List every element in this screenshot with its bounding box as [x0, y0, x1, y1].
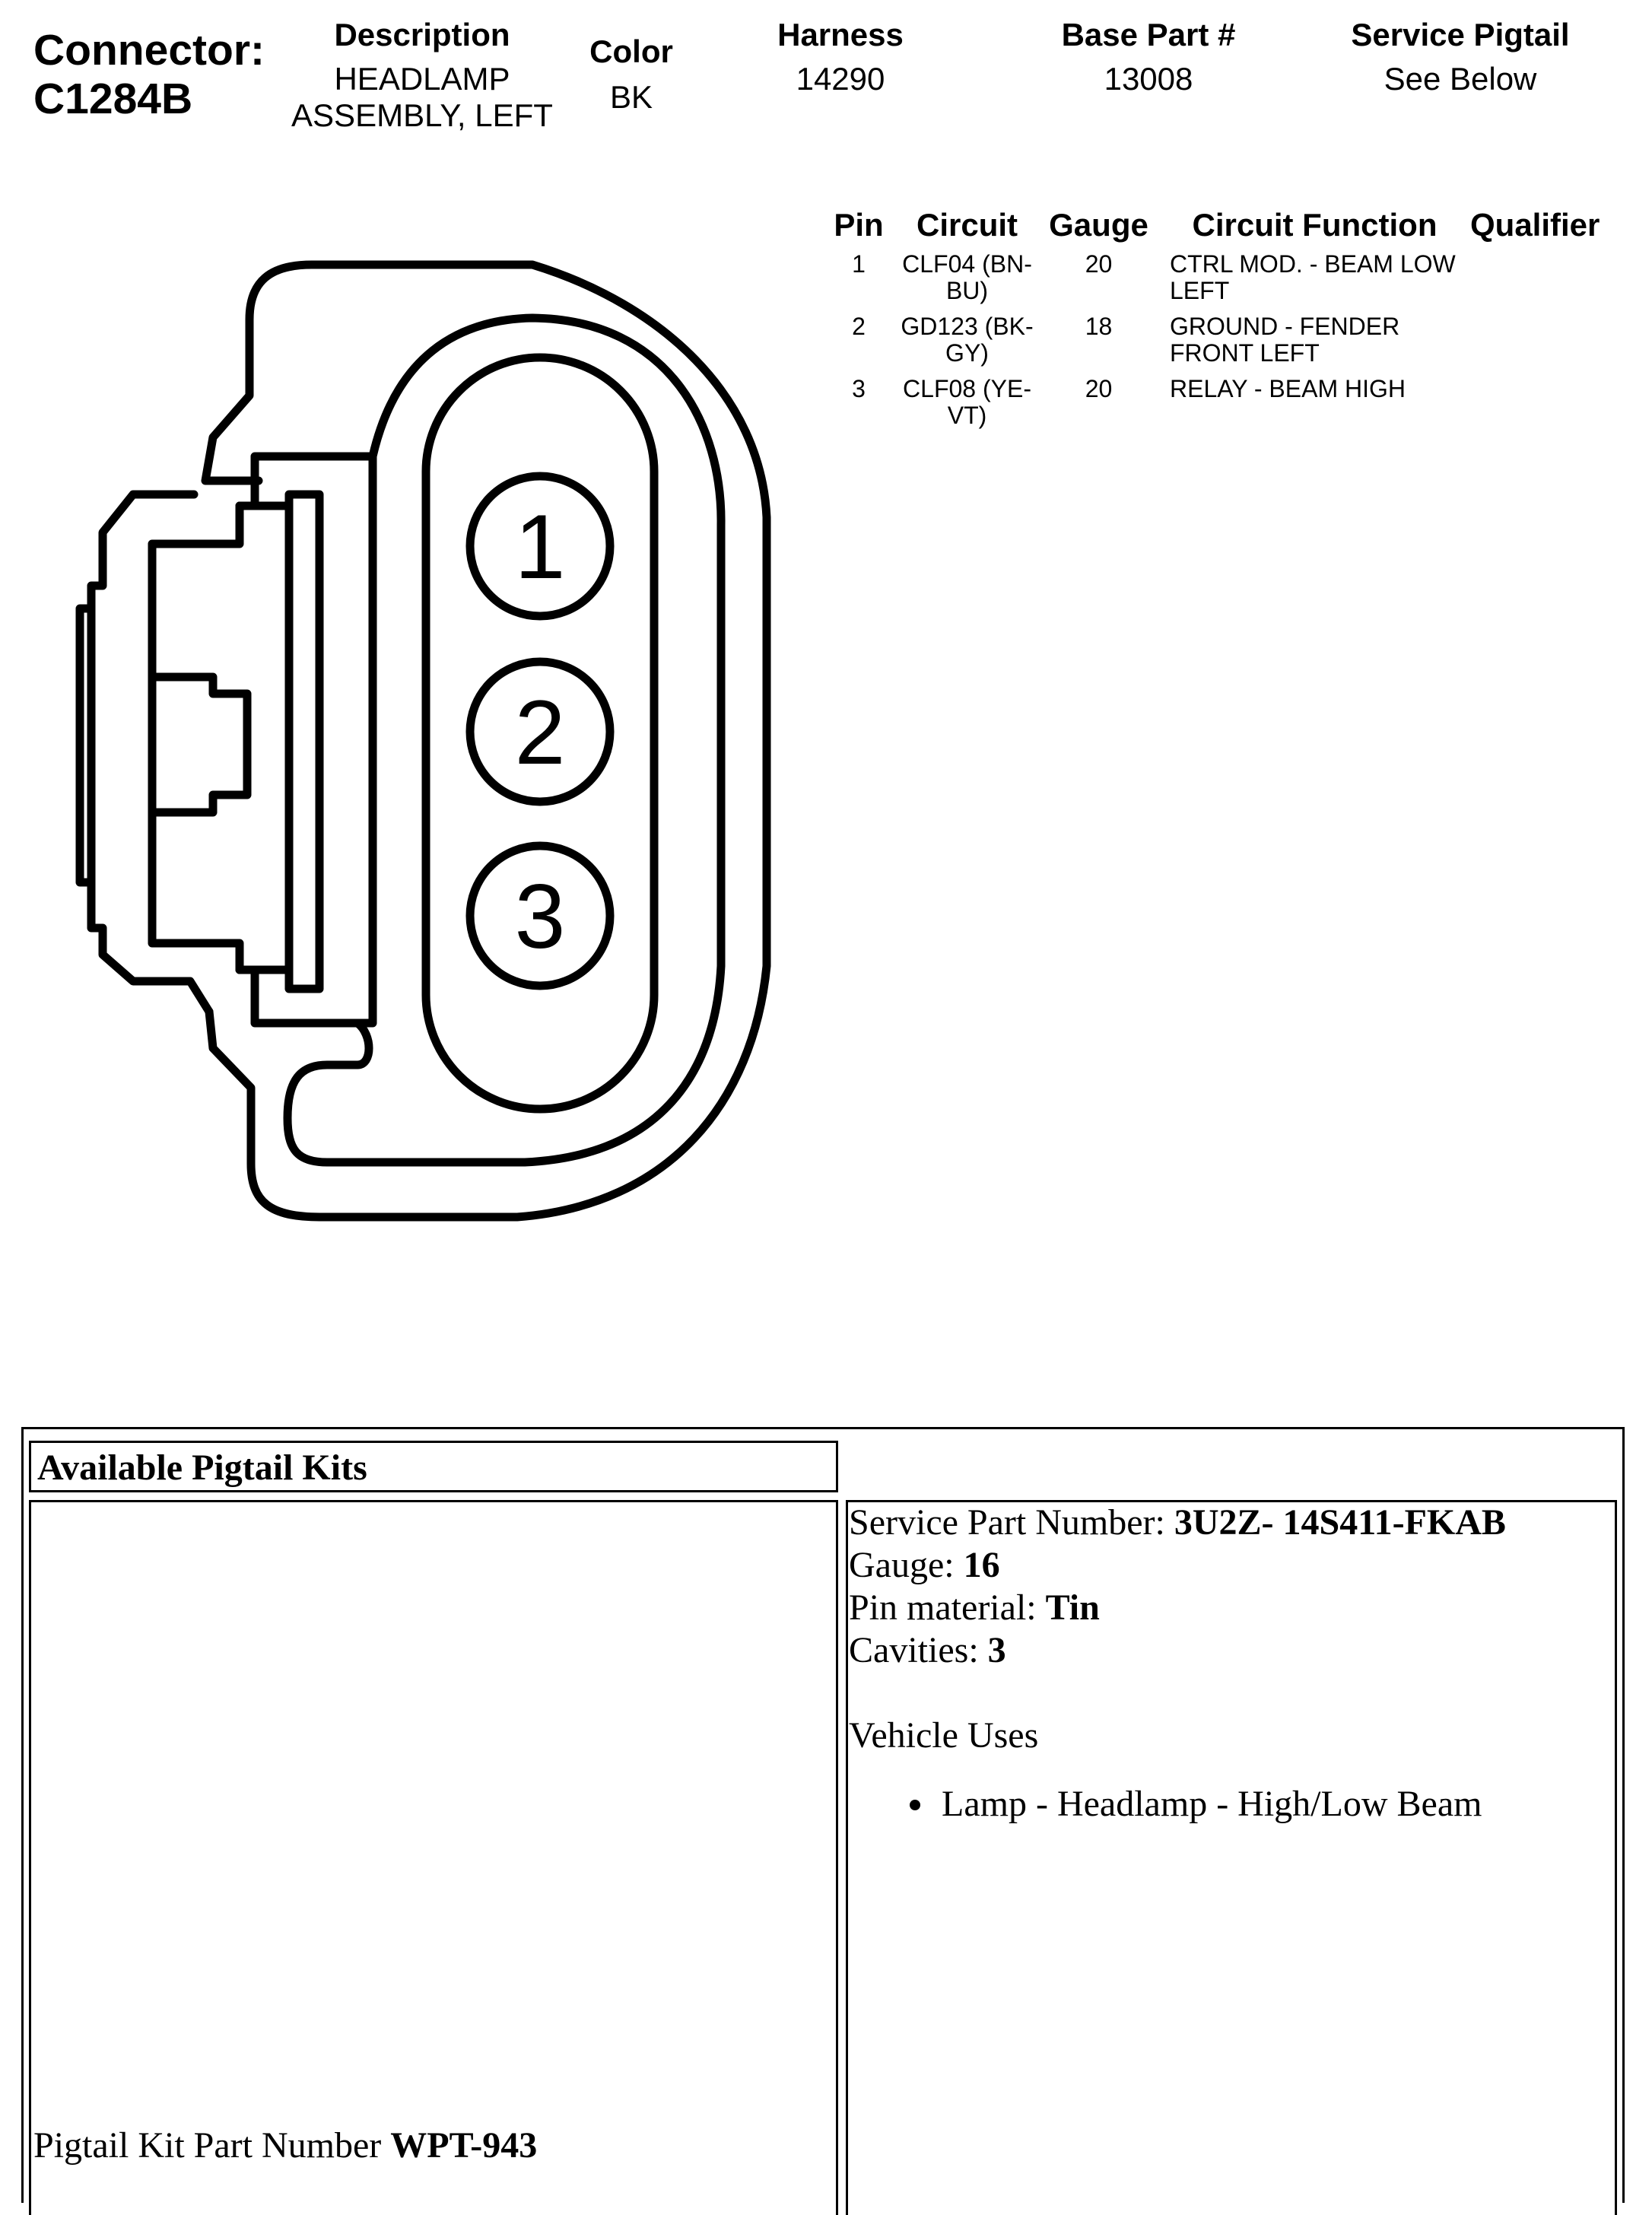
description-column	[281, 17, 563, 134]
service-pigtail-value: See Below	[1384, 61, 1537, 97]
cell-pin: 2	[852, 313, 866, 340]
cell-circuit	[896, 376, 1038, 438]
vehicle-use-item: Lamp - Headlamp - High/Low Beam	[942, 1784, 1482, 1824]
cell-pin: 1	[852, 250, 866, 278]
pigtail-gauge-label: Gauge:	[849, 1545, 964, 1585]
cell-qualifier	[1470, 313, 1600, 376]
header-circuit-function: Circuit Function	[1192, 207, 1438, 243]
cell-circuit-function	[1159, 251, 1470, 313]
connector-id: C1284B	[33, 75, 193, 123]
bullet-icon	[910, 1800, 920, 1810]
harness-value: 14290	[796, 61, 885, 97]
vehicle-uses-heading: Vehicle Uses	[849, 1715, 1039, 1756]
pin-material	[849, 1587, 1100, 1629]
inner-frame-rail	[289, 494, 319, 989]
cell-circuit	[896, 251, 1038, 313]
pigtail-gauge-value: 16	[963, 1545, 1000, 1585]
service-part-label: Service Part Number:	[849, 1502, 1174, 1543]
color-column	[574, 33, 688, 116]
cell-circuit-function	[1159, 376, 1470, 438]
circuit-line: BU)	[945, 277, 989, 304]
table-row	[821, 313, 1600, 376]
pin-2	[470, 662, 610, 802]
description-line-1: HEADLAMP	[334, 61, 510, 97]
cell-circuit-function	[1159, 313, 1470, 376]
housing-left-latch	[80, 494, 209, 1012]
pin-1-label: 1	[514, 496, 566, 598]
cell-circuit	[896, 313, 1038, 376]
pigtail-kits-title-box	[29, 1441, 838, 1492]
cell-pin: 3	[852, 375, 866, 402]
harness-column	[749, 17, 932, 97]
cell-gauge: 20	[1085, 250, 1113, 278]
pigtail-image-panel	[29, 1500, 838, 2215]
pigtail-gauge	[849, 1544, 1000, 1587]
cavities	[849, 1629, 1006, 1672]
pin-3	[470, 846, 610, 986]
inner-frame-lock	[152, 677, 247, 812]
cell-gauge: 18	[1085, 313, 1113, 340]
table-row	[821, 376, 1600, 438]
function-line: GROUND - FENDER	[1170, 313, 1400, 340]
connector-title	[33, 26, 265, 123]
pin-table	[821, 207, 1600, 438]
pin-material-value: Tin	[1045, 1587, 1100, 1628]
service-part-number	[849, 1502, 1506, 1544]
circuit-line: GD123 (BK-	[901, 313, 1034, 340]
description-label: Description	[334, 17, 510, 52]
cell-qualifier	[1470, 376, 1600, 438]
inner-frame	[152, 456, 373, 1023]
base-part-value: 13008	[1104, 61, 1193, 97]
base-part-column	[1050, 17, 1247, 97]
connector-face-diagram	[61, 251, 791, 1240]
function-line: CTRL MOD. - BEAM LOW	[1170, 250, 1456, 278]
header-gauge: Gauge	[1049, 207, 1148, 243]
pigtail-kits-title: Available Pigtail Kits	[37, 1448, 367, 1488]
pin-table-header	[821, 207, 1600, 251]
service-pigtail-label: Service Pigtail	[1351, 17, 1570, 52]
color-value: BK	[609, 79, 653, 115]
pigtail-kit-part-number	[33, 2124, 537, 2167]
circuit-line: VT)	[947, 402, 987, 429]
service-pigtail-column	[1327, 17, 1593, 97]
header-qualifier: Qualifier	[1470, 207, 1600, 243]
pin-material-label: Pin material:	[849, 1587, 1046, 1628]
table-row	[821, 251, 1600, 313]
cell-qualifier	[1470, 251, 1600, 313]
cell-gauge: 20	[1085, 375, 1113, 402]
circuit-line: CLF04 (BN-	[902, 250, 1032, 278]
connector-label: Connector:	[33, 26, 265, 75]
description-value	[281, 61, 563, 134]
circuit-line: CLF08 (YE-	[903, 375, 1031, 402]
pin-3-label: 3	[514, 866, 566, 968]
pin-2-label: 2	[514, 682, 566, 783]
kit-part-value: WPT-943	[390, 2125, 538, 2166]
function-line: FRONT LEFT	[1170, 339, 1320, 367]
kit-part-label: Pigtail Kit Part Number	[33, 2125, 391, 2166]
cavities-label: Cavities:	[849, 1630, 988, 1670]
function-line: RELAY - BEAM HIGH	[1170, 375, 1406, 402]
description-line-2: ASSEMBLY, LEFT	[291, 97, 553, 133]
pin-1	[470, 476, 610, 616]
base-part-label: Base Part #	[1061, 17, 1236, 52]
header-circuit: Circuit	[916, 207, 1018, 243]
header-pin: Pin	[834, 207, 884, 243]
color-label: Color	[589, 33, 673, 69]
circuit-line: GY)	[945, 339, 989, 367]
service-part-value: 3U2Z- 14S411-FKAB	[1174, 1502, 1506, 1543]
harness-label: Harness	[777, 17, 904, 52]
cavities-value: 3	[987, 1630, 1006, 1670]
function-line: LEFT	[1170, 277, 1230, 304]
